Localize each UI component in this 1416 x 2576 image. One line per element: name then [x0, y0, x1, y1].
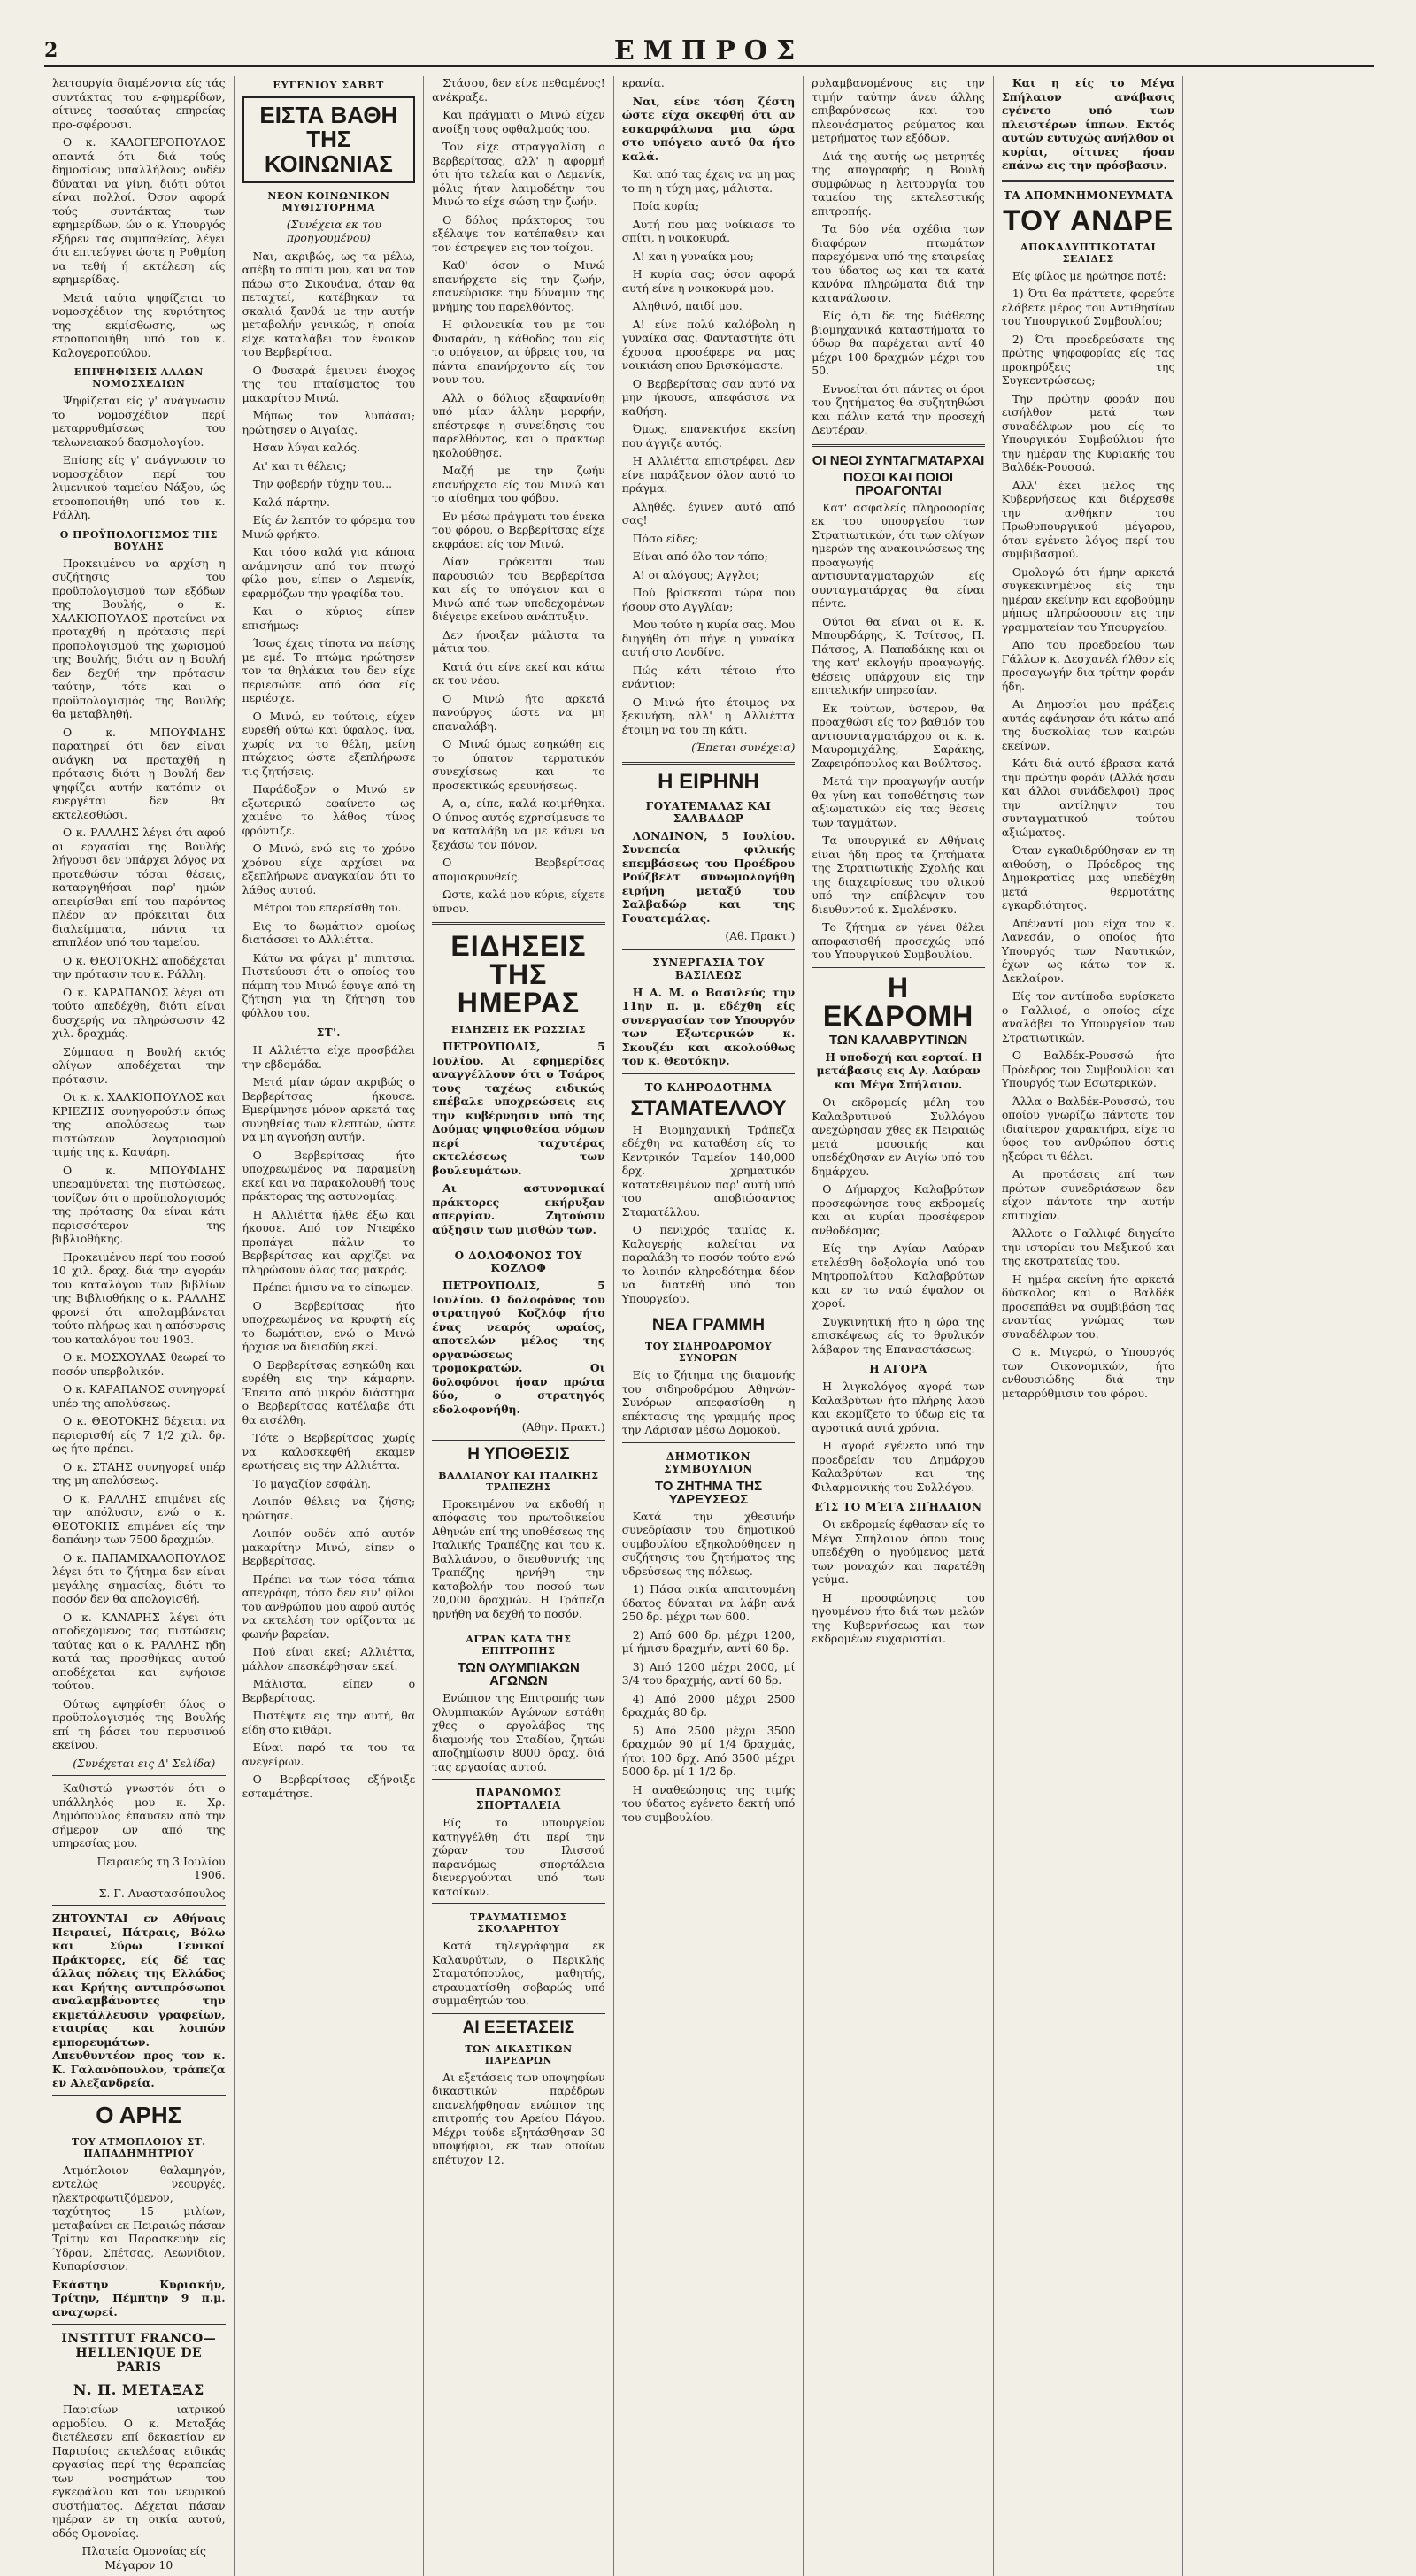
- paragraph: Ο κ. ΘΕΟΤΟΚΗΣ αποδέχεται την πρότασιν του κ. Ράλλη.: [52, 953, 226, 980]
- news-heading: ΤΡΑΥΜΑΤΙΣΜΟΣ ΣΚΟΛΑΡΗΤΟΥ: [469, 1911, 568, 1934]
- column-1: [44, 76, 235, 2576]
- news-source: (Αθ. Πρακτ.): [725, 929, 796, 942]
- news-subtitle: ΠΟΣΟΙ ΚΑΙ ΠΟΙΟΙ ΠΡΟΑΓΟΝΤΑΙ: [843, 469, 954, 498]
- news-item: Είς το ζήτημα της διαμονής του σιδηροδρόμου Αθηνών-Συνόρων απεφασίσθη η επέκτασις της γραμμής προς την Λάρισαν μέσω Δομοκού.: [621, 1368, 796, 1436]
- advert-subtitle: ΤΟΥ ΑΤΜΟΠΛΟΙΟΥ ΣΤ. ΠΑΠΑΔΗΜΗΤΡΙΟΥ: [71, 2135, 206, 2159]
- paragraph: Διά της αυτής ως μετρητές της απογραφής η Βουλή συμφώνως η λειτουργία του ταμείου της εκτελεστικής επιτροπής.: [812, 149, 985, 218]
- advert-note: Εκάστην Κυριακήν, Τρίτην, Πέμπτην 9 π.μ. αναχωρεί.: [52, 2277, 226, 2318]
- paragraph: Ο κ. ΚΑΝΑΡΗΣ λέγει ότι αποδεχόμενος τας πιστώσεις ταύτας και ο κ. ΡΑΛΛΗΣ ηδη κατά τας προσθήκας αυτού αποδέχεται και εψήφισε τούτου.: [52, 1610, 226, 1692]
- divider: [622, 762, 796, 765]
- paragraph: Είναι από όλο τον τόπο;: [632, 550, 768, 563]
- news-heading: ΟΙ ΝΕΟΙ ΣΥΝΤΑΓΜΑΤΑΡΧΑΙ: [812, 452, 985, 468]
- paragraph: Η Αλλιέττα επιστρέφει. Δεν είνε παράξενον όλον αυτό το πράγμα.: [621, 454, 796, 495]
- columns: [44, 76, 1374, 2572]
- newspaper-title: ΕΜΠΡΟΣ: [613, 35, 804, 66]
- paragraph: Μετά ταύτα ψηφίζεται το νομοσχέδιον της κυριότητος της εκμίσθωσης, ως ετροποποιήθη υπό του κ. Καλογεροπούλου.: [52, 290, 226, 359]
- paragraph: Εννοείται ότι πάντες οι όροι του ζητήματος θα συζητηθώσι και πάλιν κατά την προσεχή Δευτέραν.: [812, 381, 985, 436]
- news-item: Είς την Αγίαν Λαύραν ετελέσθη δοξολογία υπό του Μητροπολίτου Καλαβρύτων και εν τω ναώ έψαλον οι χοροί.: [812, 1242, 985, 1310]
- paragraph: Ο Βερβερίτσας εξήνοιξε εσταμάτησε.: [242, 1772, 416, 1800]
- paragraph: Άλλα ο Βαλδέκ-Ρουσσώ, του οποίου γνωρίζω πάντοτε τον ιδιαίτερον χαρακτήρα, είχε το ύφος του ανθρώπου όστις ηξεύρει τι θέλει.: [1001, 1094, 1175, 1163]
- paragraph: Α! είνε πολύ καλόβολη η γυναίκα σας. Φανταστήτε ότι έχουσα προσέφερε να μας νοικιάση οπου Βρισκόμαστε.: [621, 317, 796, 372]
- news-item: ΠΕΤΡΟΥΠΟΛΙΣ, 5 Ιουλίου. Ο δολοφόνος του στρατηγού Κοζλόφ ήτο ένας νεαρός ωραίος, αποτελών μέλος της οργανώσεως τρομοκρατών. Οι δολοφόνοι ήσαν πρώτα δύο, ο στρατηγός εδολοφονήθη.: [432, 1279, 605, 1416]
- news-subheading: Η ΑΓΟΡΆ: [869, 1363, 927, 1375]
- news-heading: Ο ΔΟΛΟΦΟΝΟΣ ΤΟΥ ΚΟΖΛΟΦ: [454, 1250, 583, 1274]
- divider: [432, 922, 605, 925]
- paragraph: Ο Μινώ ήτο έτοιμος να ξεκινήση, αλλ' η Αλλιέττα έτοιμη να του πη κάτι.: [621, 695, 796, 736]
- news-item: Η Α. Μ. ο Βασιλεύς την 11ην π. μ. εδέχθη είς συνεργασίαν τον Υπουργόν των Εξωτερικών κ. Σκουζέν και ακολούθως τον κ. Θεοτόκην.: [621, 985, 796, 1067]
- news-subtitle: ΒΑΛΛΙΑΝΟΥ ΚΑΙ ΙΤΑΛΙΚΗΣ ΤΡΑΠΕΖΗΣ: [438, 1469, 599, 1493]
- news-subtitle: ΤΟΥ ΣΙΔΗΡΟΔΡΟΜΟΥ ΣΥΝΟΡΩΝ: [644, 1341, 773, 1364]
- news-item: Συγκινητική ήτο η ώρα της επισκέψεως είς το θρυλικόν λάβαρον της Επαναστάσεως.: [812, 1314, 985, 1356]
- divider: [52, 1775, 226, 1776]
- news-heading: Η ΕΙΡΗΝΗ: [658, 769, 759, 794]
- paragraph: Πού βρίσκεσαι τώρα που ήσουν στο Αγγλίαν;: [621, 586, 796, 613]
- news-item: Ο πενιχρός ταμίας κ. Καλογερής καλείται να παραλάβη το ποσόν τούτο ενώ το λοιπόν κληροδότημα δέον να διατεθή υπό του Υπουργείου.: [621, 1223, 796, 1305]
- paragraph: Και από τας έχεις να μη μας το πη η τύχη μας, μάλιστα.: [621, 167, 796, 195]
- news-item: Προκειμένου να εκδοθή η απόφασις του πρωτοδικείου Αθηνών επί της υποθέσεως της Ιταλικής Τραπέζης και του κ. Βαλλιάνου, ο διευθυντής της Τραπέζης ηρνήθη την καταβολήν του ποσού των 20,000 δραχμών. Η Τράπεζα ηρνήθη να δεχθή το ποσόν.: [432, 1496, 605, 1620]
- news-item: Μετά την προαγωγήν αυτήν θα γίνη και τοποθέτησις των αξιωματικών είς τας θέσεις των ταγμάτων.: [812, 774, 985, 829]
- paragraph: Λοιπόν θέλεις να ζήσης; ηρώτησε.: [242, 1495, 416, 1522]
- paragraph: Την φοβερήν τύχην του...: [252, 477, 393, 491]
- news-item: Αι εξετάσεις των υποψηφίων δικαστικών παρέδρων επανελήφθησαν ενώπιον της επιτροπής του Αρείου Πάγου. Μέχρι τούδε εξητάσθησαν 30 υποψήφιοι, εκ των οποίων επέτυχον 12.: [432, 2070, 605, 2166]
- news-item: ΛΟΝΔΙΝΟΝ, 5 Ιουλίου. Συνεπεία φιλικής επεμβάσεως του Προέδρου Ρούζβελτ συνωμολογήθη ειρήνη μεταξύ του Σαλβαδώρ και της Γουατεμάλας.: [621, 828, 796, 925]
- paragraph: Καλά πάρτην.: [252, 495, 330, 509]
- paragraph: Μαζή με την ζωήν επανήρχετο είς τον Μινώ και το αίσθημα του φόβου.: [432, 464, 605, 504]
- news-heading: Η ΥΠΟΘΕΣΙΣ: [467, 1444, 570, 1464]
- paragraph: Αλλ' έκει μέλος της Κυβερνήσεως και διέρχεσθε την ανθήκην του Πρωθυπουργικού μέγαρου, όταν εγένετο λόγος περί του συμβιβασμού.: [1001, 478, 1175, 560]
- paragraph: Ο Μινώ ήτο αρκετά πανούργος ώστε να μη επαναλάβη.: [432, 691, 605, 733]
- paragraph: Ο κ. ΘΕΟΤΟΚΗΣ δέχεται να περιορισθή είς 7 1/2 χιλ. δρ. ως ήτο πρέπει.: [52, 1414, 226, 1455]
- paragraph: Παράδοξον ο Μινώ εν εξωτερικώ εφαίνετο ως χαμένο το λάθος τίνος φρόντιζε.: [242, 782, 416, 837]
- news-item: Ούτοι θα είναι οι κ. κ. Μπουρδάρης, Κ. Τσίτσος, Π. Πάτσος, Α. Παπαδάκης και οι της κατ' εκλογήν προαγωγής. Θέσεις υπάρχουν είς την επιτελικήν υπηρεσίαν.: [812, 614, 985, 696]
- paragraph: Ο κ. Μιγερώ, ο Υπουργός των Οικονομικών, ήτο ενθουσιώδης διά την μεταρρύθμισιν του φόρου.: [1001, 1345, 1175, 1400]
- news-subtitle: ΕΙΔΗΣΕΙΣ ΕΚ ΡΩΣΣΙΑΣ: [451, 1024, 586, 1035]
- paragraph: Μήπως τον λυπάσαι; ηρώτησεν ο Αιγαίας.: [242, 409, 416, 436]
- column-5: [804, 76, 994, 2576]
- news-item: Οι εκδρομείς μέλη του Καλαβρυτινού Συλλόγου ανεχώρησαν χθες εκ Πειραιώς μετά μουσικής και υπεδέχθησαν εν Αιγίω υπό του δημάρχου.: [812, 1096, 985, 1178]
- news-item: Η αγορά εγένετο υπό την προεδρείαν του Δημάρχου Καλαβρύτων και της Φιλαρμονικής του Συλλόγου.: [812, 1439, 985, 1494]
- news-item: 5) Από 2500 μέχρι 3500 δραχμών 90 μί 1/4 δραχμάς, ήτοι 100 δρχ. Από 3500 μέχρι 5000 δρ. μί 1 1/2 δρ.: [621, 1723, 796, 1778]
- paragraph: Αυτή που μας νοίκιασε το σπίτι, η νοικοκυρά.: [621, 217, 796, 244]
- divider: [1002, 180, 1175, 182]
- paragraph: ρυλαμβανομένους εις την τιμήν ταύτην άνευ άλλης επιβαρύνσεως και του πλεονάσματος ρεύματος και μετρήματος των εξόδων.: [812, 76, 985, 144]
- paragraph: Κάτω να φάγει μ' πιπιτσια. Πιστεύουσι ότι ο οποίος του πάμπη του Μινώ έφυγε από τη ζήτηση για τη ζήτηση του φύλλου του.: [242, 950, 416, 1019]
- paragraph: Ο κ. ΠΑΠΑΜΙΧΑΛΟΠΟΥΛΟΣ λέγει ότι το ζήτημα δεν είναι μεγάλης σημασίας, διότι το ποσόν δεν θα απολογισθή.: [52, 1550, 226, 1605]
- paragraph: Αλλ' ο δόλιος εξαφανίσθη υπό μίαν άλλην μορφήν, επέστρεφε η συνείδησις του παρελθόντος, και ο πράκτωρ ηκολούθησε.: [432, 390, 605, 459]
- paragraph: Α! οι αλόγους; Αγγλοι;: [632, 567, 760, 581]
- news-subtitle: ΤΩΝ ΚΑΛΑΒΡΥΤΙΝΩΝ: [828, 1032, 968, 1048]
- paragraph: Ψηφίζεται είς γ' ανάγνωσιν το νομοσχέδιον περί μεταρρυθμίσεως του τελωνειακού δασμολογίου.: [52, 394, 226, 449]
- news-item: 2) Από 600 δρ. μέχρι 1200, μί ήμισυ δραχμήν, αντί 60 δρ.: [621, 1627, 796, 1655]
- paragraph: 1) Ότι θα πράττετε, φορεύτε ελάβετε μέρος του Αντιθησίων του Υπουργικού Συμβουλίου;: [1001, 287, 1175, 327]
- column-2: [235, 76, 425, 2576]
- advert-title: Ο ΑΡΗΣ: [96, 2101, 182, 2128]
- masthead: [44, 35, 1374, 67]
- paragraph: Όμως, επανεκτήσε εκείνη που άγγιζε αυτός.: [621, 422, 796, 450]
- divider: [812, 444, 985, 447]
- paragraph: Ο Βερβερίτσας εσηκώθη και ευρέθη εις την κάμαρην. Έπειτα από μικρόν διάστημα ο Βερβερίτσας κατέλαβε ότι θα εισέλθη.: [242, 1357, 416, 1426]
- paragraph: Απο του προεδρείου των Γάλλων κ. Δεσχανέλ ήλθον είς προσαγωγήν δια τρίτην φοράν ήδη.: [1001, 638, 1175, 693]
- advert-text: ΖΗΤΟΥΝΤΑΙ εν Αθήναις Πειραιεί, Πάτραις, Βόλω και Σύρω Γενικοί Πράκτορες, είς δέ τας άλλας πόλεις της Ελλάδος και Κρήτης αντιπρόσωποι αναλαμβάνοντες την εκμετάλλευσιν γραφείων, εταιρίας και λοιπών εμπορευμάτων. Απευθυντέον προς τον κ. Κ. Γαλανόπουλον, τράπεζα εν Αλεξανδρεία.: [52, 1911, 226, 2089]
- news-heading: Η ΕΚΔΡΟΜΗ: [822, 971, 974, 1032]
- paragraph: Η κυρία σας; όσον αφορά αυτή είνε η νοικοκυρά μου.: [621, 267, 796, 295]
- paragraph: Προκειμένου περί του ποσού 10 χιλ. δραχ. διά την αγοράν του καταλόγου των βιβλίων της Βιβλιοθήκης ο κ. ΡΑΛΛΗΣ φρονεί ότι απολαμβάνεται τούτο πλήρως και η απόσυρσις του καταλόγου του 1903.: [52, 1250, 226, 1346]
- paragraph: Ο κ. ΜΠΟΥΦΙΔΗΣ υπεραμύνεται της πιστώσεως, τονίζων ότι ο προϋπολογισμός της πρότασης θα είναι κάτι περισσότερον της βιβλιοθήκης.: [52, 1163, 226, 1245]
- news-item: Το ζήτημα εν γένει θέλει αποφασισθή προσεχώς υπό του Υπουργικού Συμβουλίου.: [812, 920, 985, 961]
- paragraph: Αι' και τι θέλεις;: [252, 458, 347, 473]
- paragraph: Αληθινό, παιδί μου.: [632, 299, 743, 312]
- news-item: Τα υπουργικά εν Αθήναις είναι ήδη προς τα ζητήματα της Στρατιωτικής Σχολής και της διαχειρίσεως του υλικού υπό την επίβλεψιν του διευθυντού κ. Σμολένσκυ.: [812, 834, 985, 916]
- paragraph: Ο κ. ΚΑΡΑΠΑΝΟΣ λέγει ότι τούτο απεδέχθη, διότι είναι δυσχερής να πληρώσωσιν 42 χιλ. δραχμάς.: [52, 985, 226, 1040]
- paragraph: Μέτροι του επερείσθη του.: [252, 901, 402, 915]
- paragraph: Ο κ. ΣΤΑΗΣ συνηγορεί υπέρ της μη απολύσεως.: [52, 1459, 226, 1487]
- paragraph: Ο Βερβερίτσας ήτο υποχρεωμένος να παραμείνη εκεί και να παρακολουθή τους πράκτορας της αστυνομίας.: [242, 1148, 416, 1203]
- news-item: Η Βιομηχανική Τράπεζα εδέχθη να καταθέση είς το Κεντρικόν Ταμείον 140,000 δρχ. χρηματικόν κατατεθειμένον παρ' αυτή υπό του αποβιώσαντος Σταματέλλου.: [621, 1122, 796, 1219]
- paragraph: Πώς κάτι τέτοιο ήτο ενάντιον;: [621, 663, 796, 690]
- paragraph: Η Αλλιέττα ήλθε έξω και ήκουσε. Από τον Ντεφέκο προπάγει πάλιν το Βερβερίτσας και αρχίζει να πληρώσουν όλας τας μακράς.: [242, 1207, 416, 1276]
- news-item: Η προσφώνησις του ηγουμένου ήτο διά των μελών της Κυβερνήσεως και των εκδρομέων ευχαριστίαι.: [812, 1590, 985, 1645]
- paragraph: Α, α, είπε, καλά κοιμήθηκα. Ο ύπνος αυτός εχρησίμευσε το να καταλάβη να με κάνει να ξεχάσω τον πόνον.: [432, 796, 605, 851]
- news-subheading: ΕΊΣ ΤΟ ΜΈΓΑ ΣΠΉΛΑΙΟΝ: [814, 1501, 982, 1513]
- paragraph: Σύμπασα η Βουλή εκτός ολίγων αποδέχεται την πρότασιν.: [52, 1044, 226, 1086]
- news-item: Είς το υπουργείον κατηγγέλθη ότι περί την χώραν του Ιλισσού παρανόμως σπορτάλεια διενεργούνται υπό των κατοίκων.: [432, 1816, 605, 1898]
- news-subtitle: ΤΩΝ ΟΛΥΜΠΙΑΚΩΝ ΑΓΩΝΩΝ: [457, 1660, 580, 1688]
- serial-byline: ΕΥΓΕΝΙΟΥ ΣΑΒΒΤ: [273, 80, 385, 91]
- paragraph: Η ημέρα εκείνη ήτο αρκετά δύσκολος και ο Βαλδέκ προσεπάθει να συμβιβάση τας εναντίας γνώμας των συναδέλφων του.: [1001, 1272, 1175, 1341]
- news-item: Εκ τούτων, ύστερον, θα προαχθώσι είς τον βαθμόν του αντισυνταγματάρχου οι κ. κ. Μαυρομιχάλης, Σαράκης, Ζαφειρόπουλος και Βούλτσος.: [812, 701, 985, 770]
- news-subtitle: ΣΤΑΜΑΤΕΛΛΟΥ: [630, 1096, 787, 1120]
- paragraph: Ο κ. ΚΑΛΟΓΕΡΟΠΟΥΛΟΣ απαντά ότι διά τούς δημοσίους υπαλλήλους ουδέν δύναται να γίνη, διότι ούτοι είναι πολλοί. Όσον αφορά τούς συντάκτας των εφημερίδων, ών ο κ. Υπουργός εξήρεν τας συμπαθείας, λέγει ότι επιτεύγνει ώστε η Ρυθμίση να τεθή ή εκτέλεση είς εφημερίδας.: [52, 135, 226, 286]
- news-item: Η λιγκολόγος αγορά των Καλαβρύτων ήτο πλήρης λαού και εκομίζετο το ύδωρ είς τα αγροτικά αυτά χρόνια.: [812, 1380, 985, 1434]
- notice-date: Πειραιεύς τη 3 Ιουλίου 1906.: [96, 1854, 226, 1881]
- divider: [52, 2324, 226, 2325]
- news-heading: ΑΓΡΑΝ ΚΑΤΑ ΤΗΣ ΕΠΙΤΡΟΠΗΣ: [466, 1634, 572, 1657]
- paragraph: Δεν ήνοιξεν μάλιστα τα μάτια του.: [432, 627, 605, 655]
- paragraph: Πιστέψτε εις την αυτή, θα είδη στο κιθάρι.: [242, 1709, 416, 1736]
- paragraph: Α! και η γυναίκα μου;: [632, 249, 754, 263]
- divider: [622, 1442, 796, 1443]
- paragraph: Ο Μινώ όμως εσηκώθη εις το ύπατον τερματικόν συνεχίσεως και το προσεκτικώς ερευνήσεως.: [432, 737, 605, 792]
- paragraph: Ο Μινώ, ενώ εις το χρόνο χρόνου είχε αρχίσει να εξεπλήρωνε αναγκαίαν ότι το λάθος αυτού.: [242, 842, 416, 896]
- paragraph: Ο κ. ΜΠΟΥΦΙΔΗΣ παρατηρεί ότι δεν είναι ανάγκη να προταχθή η πρότασις διότι η Βουλή δεν ψηφίζει αυτήν κατόπιν οι ευεργέται δεν θα εκτελεσθώσι.: [52, 725, 226, 821]
- paragraph: Και η είς το Μέγα Σπήλαιον ανάβασις εγένετο υπό των πλειστέρων ίππων. Εκτός αυτών ευτυχώς ανήλθον οι κυρίαι, οίτινες ήσαν επάνω εις την πρόσβασιν.: [1001, 76, 1175, 172]
- divider: [622, 949, 796, 950]
- news-item: Ο Δήμαρχος Καλαβρύτων προσεφώνησε τους εκδρομείς και αι κυρίαι προσέφερον ανθοδέσμας.: [812, 1182, 985, 1237]
- continued-note: (Συνέχεται εις Δ' Σελίδα): [73, 1756, 216, 1770]
- paragraph: Πόσο είδες;: [632, 531, 699, 545]
- news-item: ΠΕΤΡΟΥΠΟΛΙΣ, 5 Ιουλίου. Αι εφημερίδες αναγγέλλουν ότι ο Τσάρος τους ταχέως ειδικώς επέβαλε υποχρεώσεις εις την κυβέρνησιν υπό της Δούμας ψηφισθείσα νόμων περί ταχυτέρας εκτελέσεως των βουλευμάτων.: [432, 1040, 605, 1177]
- news-item: Οι εκδρομείς έφθασαν είς το Μέγα Σπήλαιον όπου τους υπεδέχθη ο ηγούμενος μετά των μοναχών και παρετέθη γεύμα.: [812, 1518, 985, 1586]
- paragraph: Αι Δημοσίοι μου πράξεις αυτάς εφάνησαν ότι κάτω από της δυσκολίας των καιρών εκείνων.: [1001, 697, 1175, 752]
- paragraph: Είς φίλος με ηρώτησε ποτέ:: [1012, 268, 1166, 282]
- paragraph: Το μαγαζίον εσφάλη.: [252, 1476, 372, 1490]
- divider: [52, 2095, 226, 2096]
- paragraph: Ο Βαλδέκ-Ρουσσώ ήτο Πρόεδρος του Συμβουλίου και Υπουργός των Εσωτερικών.: [1001, 1049, 1175, 1089]
- column-4: [614, 76, 804, 2576]
- page-number: 2: [44, 39, 58, 62]
- paragraph: Αι προτάσεις επί των πρώτων συνεδριάσεων δεν είχον πάντοτε την αυτήν επιτυχίαν.: [1001, 1167, 1175, 1222]
- paragraph: Καθ' όσον ο Μινώ επανήρχετο είς την ζωήν, επανεύρισκε την δύναμιν της μνήμης του παρελθόντος.: [432, 258, 605, 313]
- section-heading: ΕΠΙΨΗΦΙΣΕΙΣ ΑΛΛΩΝ ΝΟΜΟΣΧΕΔΙΩΝ: [73, 366, 204, 389]
- column-3: [424, 76, 614, 2576]
- news-subtitle: ΤΟ ΖΗΤΗΜΑ ΤΗΣ ΥΔΡΕΥΣΕΩΣ: [654, 1478, 763, 1507]
- divider: [52, 1905, 226, 1906]
- paragraph: Οι κ. κ. ΧΑΛΚΙΟΠΟΥΛΟΣ και ΚΡΙΕΖΗΣ συνηγορούσιν όπως της απολύσεως των πιστώσεων λογαριασμού τιμής της κ. Καψάρη.: [52, 1090, 226, 1158]
- news-heading: ΑΙ ΕΞΕΤΑΣΕΙΣ: [462, 2018, 575, 2037]
- paragraph: Τότε ο Βερβερίτσας χωρίς να καλοσκεφθή εκαμεν ερωτήσεις εις την Αλλιέττα.: [242, 1431, 416, 1473]
- paragraph: Και τόσο καλά για κάποια ανάμνησιν από τον πτωχό φίλο μου, είπεν ο Λεμενίκ, εφαρμόζων την γραφίδα του.: [242, 545, 416, 600]
- divider: [432, 1779, 605, 1780]
- news-section-title: ΕΙΔΗΣΕΙΣ ΤΗΣ ΗΜΕΡΑΣ: [450, 930, 587, 1019]
- serial-subtitle: ΝΕΟΝ ΚΟΙΝΩΝΙΚΟΝ ΜΥΘΙΣΤΟΡΗΜΑ: [267, 189, 390, 213]
- paragraph: Τον είχε στραγγαλίση ο Βερβερίτσας, αλλ' η αφορμή ότι ήτο τελεία και ο Λεμενίκ, μόλις ήταν λαιμοδέτην του Μινώ το είχε σώση την ζωήν.: [432, 140, 605, 208]
- paragraph: Κάτι διά αυτό έβρασα κατά την πρώτην φοράν (Αλλά ήσαν και άλλοι συνάδελφοι) προς την αντίληψιν του συνταγματικού τούτου αξιώματος.: [1001, 757, 1175, 839]
- advert-text: Ατμόπλοιον θαλαμηγόν, εντελώς νεουργές, ηλεκτροφωτιζόμενον, ταχύτητος 15 μιλίων, μεταβαίνει εκ Πειραιώς πάσαν Τρίτην και Παρασκευήν είς Ύδραν, Σπέτσας, Λεωνίδιον, Κυπαρίσσιον.: [52, 2163, 226, 2272]
- paragraph: Όταν εγκαθιδρύθησαν εν τη αιθούσῃ, ο Πρόεδρος της Δημοκρατίας μας υπεδέχθη μετά θερμοτάτης εγκαρδιότητος.: [1001, 843, 1175, 911]
- paragraph: Πού είναι εκεί; Αλλιέττα, μάλλον επεσκέφθησαν εκεί.: [242, 1645, 416, 1672]
- paragraph: Ο Μινώ, εν τούτοις, είχεν ευρεθή ούτω και ύφαλος, ίνα, χωρίς να το θέλη, μείνη πτώχειος ώστε εξεπλήρωσε τις ζητήσεις.: [242, 709, 416, 778]
- paragraph: Και πράγματι ο Μινώ είχεν ανοίξη τους οφθαλμούς του.: [432, 108, 605, 135]
- news-heading: ΣΥΝΕΡΓΑΣΙΑ ΤΟΥ ΒΑΣΙΛΕΩΣ: [652, 956, 765, 981]
- paragraph: Ωστε, καλά μου κύριε, είχετε ύπνον.: [432, 888, 605, 915]
- paragraph: Μάλιστα, είπεν ο Βερβερίτσας.: [242, 1677, 416, 1704]
- paragraph: Ο Φυσαρά έμεινεν ένοχος της του πταίσματος του μακαρίτου Μινώ.: [242, 363, 416, 404]
- news-item: 1) Πάσα οικία απαιτουμένη ύδατος δύναται να λάβη ανά 250 δρ. μέχρι των 600.: [621, 1582, 796, 1623]
- news-item: Η αναθεώρησις της τιμής του ύδατος εγένετο δεκτή υπό του συμβουλίου.: [621, 1782, 796, 1824]
- paragraph: Πρέπει να των τόσα τάπια απεγράφη, τόσο δεν ειν' φίλοι του ανθρώπου μου αφού αυτός να εκτελέση τον ορίζοντα με φωνήν βαρείαν.: [242, 1572, 416, 1641]
- paragraph: λειτουργία διαμένοντα είς τάς συντάκτας του ε-φημερίδων, οίτινες τοσαύτας επηρείας προ-σφέρουσι.: [52, 76, 226, 131]
- paragraph: Είς έν λεπτόν το φόρεμα του Μινώ φρήκτο.: [242, 513, 416, 541]
- paragraph: Ποία κυρία;: [632, 199, 700, 212]
- paragraph: Απέναντί μου είχα τον κ. Λανεσάν, ο οποίος ήτο Υπουργός των Ναυτικών, έχων ως κάτω τον κ. Δεκλαίρον.: [1001, 916, 1175, 985]
- advert-name: Ν. Π. ΜΕΤΑΞΑΣ: [73, 2381, 204, 2398]
- feature-heading: ΤΑ ΑΠΟΜΝΗΜΟΝΕΥΜΑΤΑ: [1003, 188, 1174, 202]
- paragraph: Ο Βερβερίτσας ήτο υποχρεωμένος να κρυφτή είς το δωμάτιον, ενώ ο Μινώ ήρχισε να διεισδύη εκεί.: [242, 1298, 416, 1354]
- advert-title: INSTITUT FRANCO—HELLENIQUE DE PARIS: [61, 2332, 217, 2374]
- paragraph: Ούτως εψηφίσθη όλος ο προϋπολογισμός της Βουλής επί τη βάσει του περυσινού εκείνου.: [52, 1696, 226, 1751]
- feature-subtitle: ΑΠΟΚΑΛΥΠΤΙΚΩΤΑΤΑΙ ΣΕΛΙΔΕΣ: [1020, 241, 1157, 265]
- paragraph: Είναι παρό τα του τα ανεγείρων.: [242, 1741, 416, 1768]
- news-item: Κατά την χθεσινήν συνεδρίασιν του δημοτικού συμβουλίου εξηκολούθησεν η συζήτησις του ζητήματος της υδρεύσεως της πόλεως.: [621, 1509, 796, 1578]
- paragraph: Αληθές, έγινεν αυτό από σας!: [621, 499, 796, 527]
- divider: [432, 2013, 605, 2014]
- advert-footer: Πλατεία Ομονοίας είς Μέγαρον 10: [81, 2544, 206, 2572]
- paragraph: Άλλοτε ο Γαλλιφέ διηγείτο την ιστορίαν του Μεξικού και της εκστρατείας του.: [1001, 1226, 1175, 1267]
- column-6: [994, 76, 1184, 2576]
- paragraph: Ναι, ακριβώς, ως τα μέλω, απέβη το σπίτι μου, και να τον πάρω στο Σικουάνα, όταν θα πεταχτεί, κατέβηκαν τα σκαλιά ξανθά με την αυτήν μεταβολήν γενικώς, η οποία είχε καταλάβει τον ένοικον του Βερβερίτσα.: [242, 249, 416, 359]
- section-heading: Ο ΠΡΟΫΠΟΛΟΓΙΣΜΟΣ ΤΗΣ ΒΟΥΛΗΣ: [59, 528, 218, 552]
- feature-title: ΤΟΥ ΑΝΔΡΕ: [1003, 204, 1174, 236]
- paragraph: Ίσως έχεις τίποτα να πείσης με εμέ. Το πτώμα ηρώτησεν τον τα θηλάκια του δεν είχε περιεσώσε από όσα είς περιέσχε.: [242, 636, 416, 705]
- paragraph: Ναι, είνε τόση ζέστη ώστε είχα σκεφθή ότι αν εσκαρφάλωνα μια ώρα στο υπόγειο αυτό θα ήτο καλά.: [621, 94, 796, 163]
- paragraph: Τα δύο νέα σχέδια των διαφόρων πτωμάτων παρεχόμενα υπό της εταιρείας του ύδατος ως και τα κατά κανόνα πληρώματα διά την κατανάλωσιν.: [812, 222, 985, 304]
- paragraph: Είς τον αντίποδα ευρίσκετο ο Γαλλιφέ, ο οποίος είχε αναλάβει το Υπουργείον των Στρατιωτικών.: [1001, 989, 1175, 1044]
- paragraph: κρανία.: [621, 76, 665, 89]
- paragraph: Την πρώτην φοράν που εισήλθον μετά των συναδέλφων μου είς το Υπουργικόν Συμβούλιον ήτο την ημέραν της Κυριακής του Βαλδέκ-Ρουσσώ.: [1001, 391, 1175, 473]
- divider: [622, 1073, 796, 1074]
- divider: [432, 1903, 605, 1904]
- news-heading: ΤΟ ΚΛΗΡΟΔΟΤΗΜΑ: [644, 1080, 773, 1094]
- paragraph: Εν μέσω πράγματι του ένεκα του φόρου, ο Βερβερίτσας είχε εκφράσει είς τον Μινώ.: [432, 509, 605, 550]
- paragraph: Ο Βερβερίτσας απομακρυνθείς.: [432, 856, 605, 883]
- advert-text: Παρισίων ιατρικού αρμοδίου. Ο κ. Μεταξάς διετέλεσεν επί δεκαετίαν εν Παρισίοις εκτελέσας ειδικάς εργασίας περί της θεραπείας των νοσημάτων του εγκεφάλου και του νευρικού συστήματος. Δέχεται πάσαν ημέραν εν τη οικία αυτού, οδός Ομονοίας.: [52, 2403, 226, 2540]
- paragraph: Ο δόλος πράκτορος του εξέλαψε τον κατέπαθειν και τον έστρεψεν εις τον τοίχον.: [432, 212, 605, 254]
- paragraph: Η φιλονεικία του με τον Φυσαράν, η κάθοδος του είς το υπόγειον, αι ύβρεις του, τα πάντα επανήρχοντο είς τον νουν του.: [432, 318, 605, 386]
- column-7: [1183, 76, 1374, 2576]
- paragraph: Ο κ. ΡΑΛΛΗΣ επιμένει είς την απόλυσιν, ενώ ο κ. ΘΕΟΤΟΚΗΣ επιμένει είς την δαπάνην των 7500 δραχμών.: [52, 1491, 226, 1546]
- paragraph: Η Αλλιέττα είχε προσβάλει την εβδομάδα.: [242, 1043, 416, 1071]
- paragraph: Κατά ότι είνε εκεί και κάτω εκ του νέου.: [432, 659, 605, 687]
- paragraph: Ο κ. ΚΑΡΑΠΑΝΟΣ συνηγορεί υπέρ της απολύσεως.: [52, 1382, 226, 1410]
- paragraph: Λοιπόν ουδέν από αυτόν μακαρίτην Μινώ, είπεν ο Βερβερίτσας.: [242, 1526, 416, 1568]
- news-heading: ΔΗΜΟΤΙΚΟΝ ΣΥΜΒΟΥΛΙΟΝ: [664, 1449, 753, 1475]
- paragraph: Είς ό,τι δε της διάθεσης βιομηχανικά καταστήματα το ύδωρ θα παρέχεται αντί 40 μέχρι 100 δραχμών μέχρι του 50.: [812, 309, 985, 377]
- paragraph: Επίσης είς γ' ανάγνωσιν το νομοσχέδιον περί του λιμενικού ταμείου Νάξου, ώς ετροποποιήθη υπό του κ. Ράλλη.: [52, 453, 226, 521]
- paragraph: Ο κ. ΜΟΣΧΟΥΛΑΣ θεωρεί το ποσόν υπερβολικόν.: [52, 1350, 226, 1378]
- news-subtitle: ΤΩΝ ΔΙΚΑΣΤΙΚΩΝ ΠΑΡΕΔΡΩΝ: [465, 2042, 573, 2066]
- paragraph: Μετά μίαν ώραν ακριβώς ο Βερβερίτσας ήκουσε. Εμερίμνησε μόνον αρκετά τας συνηθείας των κλεπτών, ώστε να μη αγνοήση αυτήν.: [242, 1075, 416, 1144]
- news-item: Κατ' ασφαλείς πληροφορίας εκ του υπουργείου των Στρατιωτικών, ότι των ολίγων ημερών της ανακοινώσεως της προαγωγής αντισυνταγματαρχών είς συνταγματάρχας θα είναι πέντε.: [812, 500, 985, 610]
- serial-continuation: (Συνέχεια εκ του προηγουμένου): [286, 217, 381, 245]
- serial-title: ΕΙΣΤΑ ΒΑΘΗ ΤΗΣ ΚΟΙΝΩΝΙΑΣ: [242, 96, 416, 183]
- divider: [432, 1440, 605, 1441]
- paragraph: 2) Ότι προεδρεύσατε της πρώτης ψηφοφορίας είς τας προκηρύξεις της Συγκεντρώσεως;: [1001, 332, 1175, 387]
- notice-text: Καθιστώ γνωστόν ότι ο υπάλληλός μου κ. Χρ. Δημόπουλος έπαυσεν από την σήμερον ων από της υπηρεσίας μου.: [52, 1781, 226, 1849]
- news-heading: ΝΕΑ ΓΡΑΜΜΗ: [651, 1316, 766, 1334]
- news-item: 4) Από 2000 μέχρι 2500 δραχμάς 80 δρ.: [621, 1691, 796, 1719]
- paragraph: Ησαν λύγαι καλός.: [252, 441, 360, 455]
- paragraph: Εις το δωμάτιον ομοίως διατάσσει το Αλλιέττα.: [242, 919, 416, 947]
- paragraph: Μου τούτο η κυρία σας. Μου διηγήθη ότι πήγε η γυναίκα αυτή στο Λονδίνο.: [621, 618, 796, 658]
- paragraph: Ο Βερβερίτσας σαν αυτό να μην ήκουσε, απεφάσισε να καθήση.: [621, 376, 796, 418]
- paragraph: Ο κ. ΡΑΛΛΗΣ λέγει ότι αφού αι εργασίαι της Βουλής λήγουσι δεν υπάρχει λόγος να προτεθώσιν τόσαι θέσεις, καταργηθήσαι παρ' ημών απειρίσθαι επί του παρόντος πλέον αν πρόκειται δια διαλείμματα, πάντα τα επιπλέον υπό του ταμείου.: [52, 826, 226, 949]
- paragraph: Λίαν πρόκειται των παρουσιών του Βερβερίτσα και είς το υπόγειον και ο Μινώ από των υποδεχομένων διέγειρε εκείνου ανάπτυξιν.: [432, 555, 605, 623]
- notice-signature: Σ. Γ. Αναστασόπουλος: [98, 1886, 226, 1900]
- news-item: Αι αστυνομικαί πράκτορες εκήρυξαν απεργίαν. Ζητούσιν αύξησιν των μισθών των.: [432, 1181, 605, 1236]
- news-heading: ΠΑΡΑΝΟΜΟΣ ΣΠΟΡΤΑΛΕΙΑ: [475, 1787, 562, 1811]
- news-subtitle: ΓΟΥΑΤΕΜΑΛΑΣ ΚΑΙ ΣΑΛΒΑΔΩΡ: [645, 799, 772, 825]
- divider: [812, 967, 985, 968]
- paragraph: Ομολογώ ότι ήμην αρκετά συγκεκινημένος είς την ημέραν εκείνην και εφοβούμην μήπως πληρώσουσιν εις την γραμματείαν του Υπουργείου.: [1001, 565, 1175, 634]
- news-item: 3) Από 1200 μέχρι 2000, μί 3/4 του δραχμής, αντί 60 δρ.: [621, 1659, 796, 1687]
- continued-note: (Έπεται συνέχεια): [691, 741, 796, 754]
- paragraph: Προκειμένου να αρχίση η συζήτησις του προϋπολογισμού των εξόδων της Βουλής, ο κ. ΧΑΛΚΙΟΠΟΥΛΟΣ προτείνει να προταχθή η πρότασις περί προπολογισμού της χωρισμού της Βουλής, διότι αν η Βουλή δεν δεχθή την πρότασιν ταύτην, τότε και ο προϋπολογισμός της Βουλής θα μεταβληθή.: [52, 556, 226, 720]
- news-source: (Αθην. Πρακτ.): [521, 1420, 605, 1434]
- paragraph: Στάσου, δεν είνε πεθαμένος! ανέκραξε.: [432, 76, 605, 104]
- chapter-heading: ΣΤ'.: [316, 1027, 341, 1040]
- paragraph: Και ο κύριος είπεν επισήμως:: [242, 604, 416, 632]
- news-lede: Η υποδοχή και εορταί. Η μετάβασις εις Αγ. Λαύραν και Μέγα Σπήλαιον.: [816, 1050, 982, 1091]
- news-item: Ενώπιον της Επιτροπής των Ολυμπιακών Αγώνων εστάθη χθες ο εργολάβος της διαμονής του Σταδίου, ζητών αποζημίωσιν 8000 δραχ. διά τας εργασίας αυτού.: [432, 1691, 605, 1773]
- paragraph: Πρέπει ήμισυ να το είπωμεν.: [252, 1280, 414, 1295]
- news-item: Κατά τηλεγράφημα εκ Καλαυρύτων, ο Περικλής Σταματόπουλος, μαθητής, ετραυματίσθη σοβαρώς υπό συμμαθητών του.: [432, 1939, 605, 2007]
